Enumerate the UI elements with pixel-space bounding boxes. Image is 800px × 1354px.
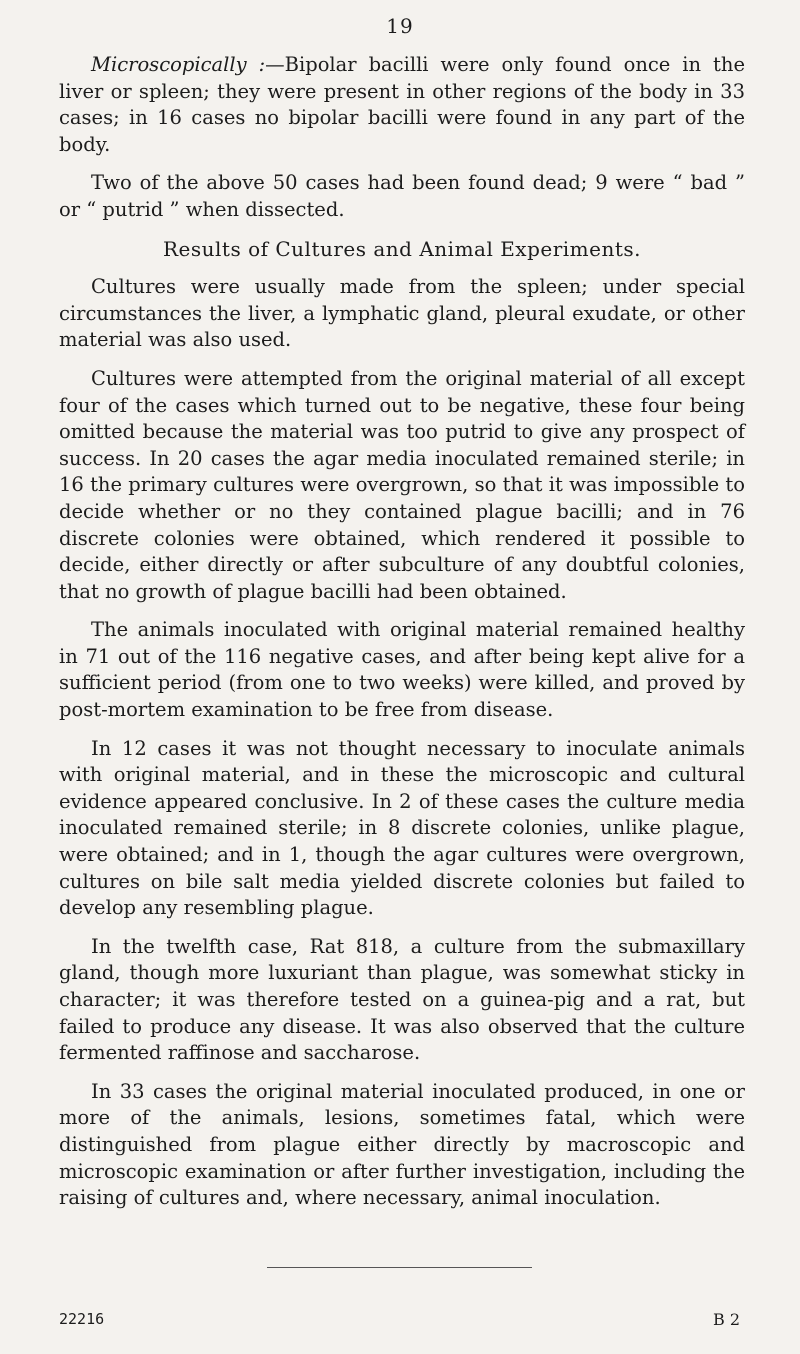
paragraph-text: —Bipolar bacilli were only found once in the liver or spleen; they were present in other regions of the body in 33 cases; in 16 cases no bipolar bacilli were found in any part of the body. (59, 53, 745, 156)
page-number: 19 (386, 14, 414, 38)
paragraph-dead-cases: Two of the above 50 cases had been found dead; 9 were “ bad ” or “ putrid ” when dissected. (59, 171, 745, 221)
body-text (59, 52, 745, 1224)
print-code: 22216 (59, 1310, 105, 1328)
paragraph-lead: Microscopically : (91, 53, 266, 76)
paragraph-microscopically (59, 52, 745, 158)
signature-mark: B 2 (712, 1310, 740, 1329)
paragraph-rat-818: In the twelfth case, Rat 818, a culture from the submaxillary gland, though more luxuriant than plague, was somewhat sticky in character; it was therefore tested on a guinea-pig and a rat, but failed to produce any disease. It was also observed that the culture fermented raffinose and saccharose. (59, 934, 745, 1065)
paragraph-twelve-cases: In 12 cases it was not thought necessary to inoculate animals with original material, and in these the microscopic and cultural evidence appeared conclusive. In 2 of these cases the culture media inoculated remained sterile; in 8 discrete colonies, unlike plague, were obtained; and in 1, though the agar cultures were overgrown, cultures on bile salt media yielded discrete colonies but failed to develop any resembling plague. (59, 736, 745, 920)
footer-rule (267, 1267, 532, 1268)
paragraph-cultures-source: Cultures were usually made from the spleen; under special circumstances the liver, a lymphatic gland, pleural exudate, or other material was also used. (59, 275, 745, 352)
section-heading: Results of Cultures and Animal Experiments. (162, 236, 642, 261)
paragraph-33-cases: In 33 cases the original material inoculated produced, in one or more of the animals, lesions, sometimes fatal, which were distinguished from plague either directly by macroscopic and microscopic examination or after further investigation, including the raising of cultures and, where necessary, animal inoculation. (59, 1079, 745, 1210)
paragraph-animals-healthy: The animals inoculated with original material remained healthy in 71 out of the 116 negative cases, and after being kept alive for a sufficient period (from one to two weeks) were killed, and proved by post-mortem examination to be free from disease. (59, 618, 745, 722)
paragraph-cultures-attempted: Cultures were attempted from the original material of all except four of the cases which turned out to be negative, these four being omitted because the material was too putrid to give any prospect of success. In 20 cases the agar media inoculated remained sterile; in 16 the primary cultures were overgrown, so that it was impossible to decide whether or no they contained plague bacilli; and in 76 discrete colonies were obtained, which rendered it possible to decide, either directly or after subculture of any doubtful colonies, that no growth of plague bacilli had been obtained. (59, 366, 745, 603)
